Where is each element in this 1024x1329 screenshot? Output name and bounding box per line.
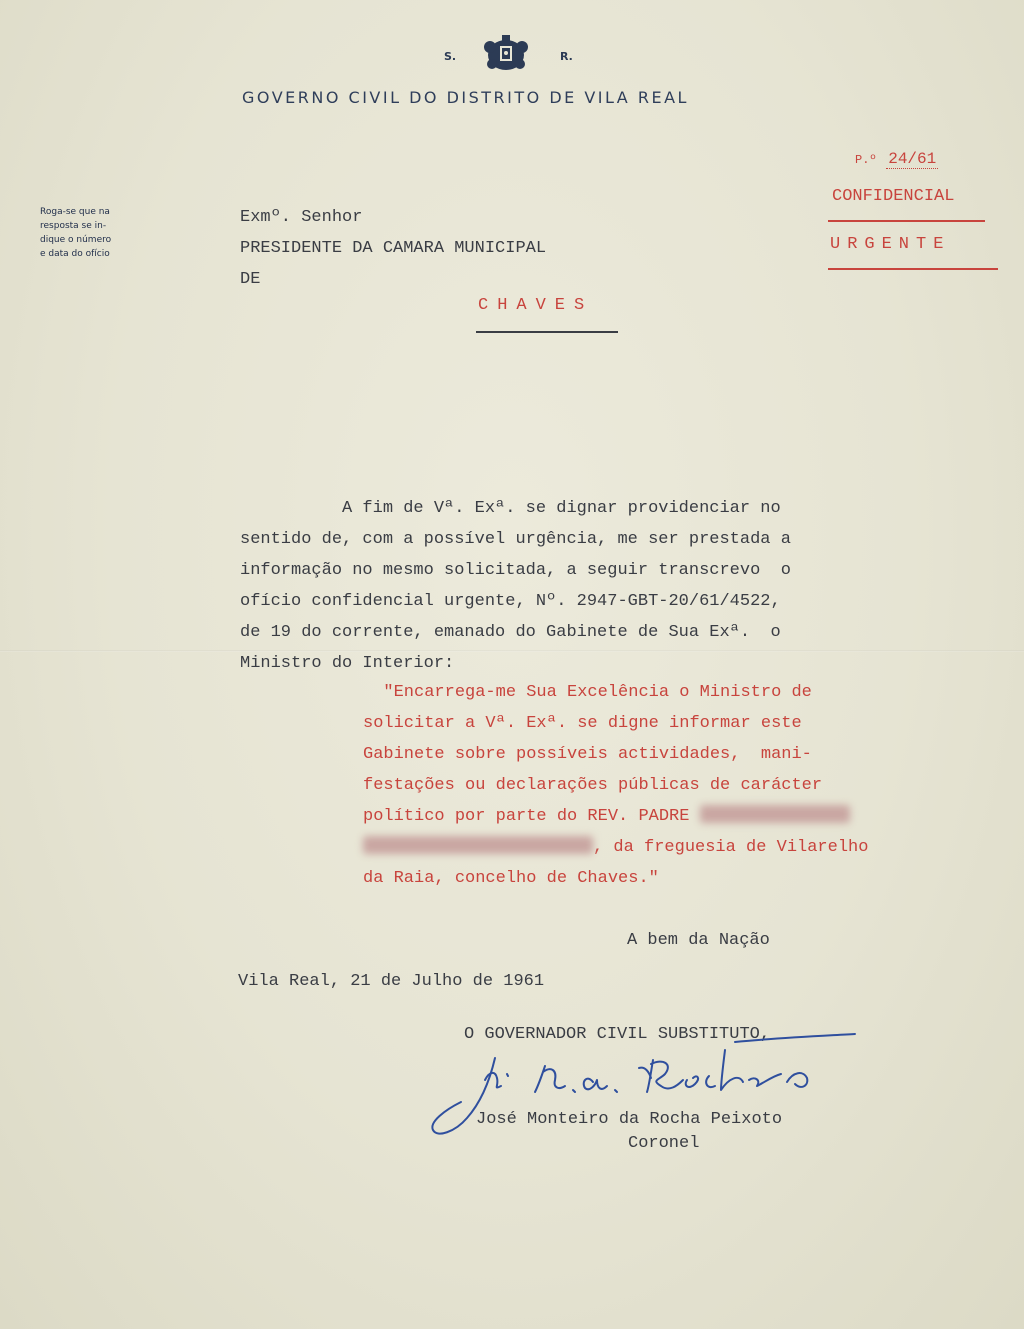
coat-of-arms-icon <box>480 33 532 77</box>
quote-line: solicitar a Vª. Exª. se digne informar este <box>363 714 802 733</box>
quote-line <box>363 832 868 863</box>
letterhead-left-mark: S. <box>444 50 457 63</box>
body-line: de 19 do corrente, emanado do Gabinete de Sua Exª. o <box>240 623 781 642</box>
reply-instructions <box>40 205 140 261</box>
letterhead-right-mark: R. <box>560 50 573 63</box>
signatory-title: O GOVERNADOR CIVIL SUBSTITUTO, <box>464 1025 771 1044</box>
reply-instructions-line: resposta se in- <box>40 221 107 231</box>
quote-line: Gabinete sobre possíveis actividades, mani- <box>363 745 812 764</box>
quote-line: da Raia, concelho de Chaves." <box>363 869 659 888</box>
date-line: Vila Real, 21 de Julho de 1961 <box>238 972 545 991</box>
redacted-name <box>363 836 593 854</box>
city-underline <box>476 331 618 333</box>
stamp-underline <box>828 268 998 270</box>
salutation: Exmº. Senhor <box>240 208 363 227</box>
body-line: sentido de, com a possível urgência, me ser prestada a <box>240 530 791 549</box>
body-line: ofício confidencial urgente, Nº. 2947-GBT-20/61/4522, <box>240 592 781 611</box>
quoted-letter <box>363 677 868 894</box>
body-line: Ministro do Interior: <box>240 654 455 673</box>
quote-line: festações ou declarações públicas de carácter <box>363 776 823 795</box>
quote-line-text: político por parte do REV. PADRE <box>363 807 700 826</box>
recipient-address <box>240 202 546 295</box>
confidential-stamp: CONFIDENCIAL <box>832 187 955 206</box>
recipient-title: PRESIDENTE DA CAMARA MUNICIPAL <box>240 239 547 258</box>
letter-body <box>240 493 791 679</box>
reference-prefix: P.º <box>855 153 877 167</box>
urgent-stamp: URGENTE <box>830 235 951 254</box>
signatory-rank: Coronel <box>628 1134 700 1153</box>
body-line: informação no mesmo solicitada, a seguir transcrevo o <box>240 561 791 580</box>
recipient-city: CHAVES <box>478 296 594 315</box>
letterhead-title: GOVERNO CIVIL DO DISTRITO DE VILA REAL <box>242 88 689 107</box>
body-line: A fim de Vª. Exª. se dignar providenciar no <box>240 499 781 518</box>
quote-line-text: , da freguesia de Vilarelho <box>593 838 869 857</box>
closing-formula: A bem da Nação <box>627 931 770 950</box>
reference-number <box>855 150 938 168</box>
reply-instructions-line: Roga-se que na <box>40 207 110 217</box>
signatory-name: José Monteiro da Rocha Peixoto <box>476 1110 783 1129</box>
stamp-underline <box>828 220 985 222</box>
quote-line <box>363 801 868 832</box>
reference-value: 24/61 <box>888 150 937 168</box>
reply-instructions-line: dique o número <box>40 235 112 245</box>
reply-instructions-line: e data do ofício <box>40 249 110 259</box>
quote-line: "Encarrega-me Sua Excelência o Ministro de <box>363 683 812 702</box>
recipient-prep: DE <box>240 270 261 289</box>
redacted-name <box>700 805 850 823</box>
